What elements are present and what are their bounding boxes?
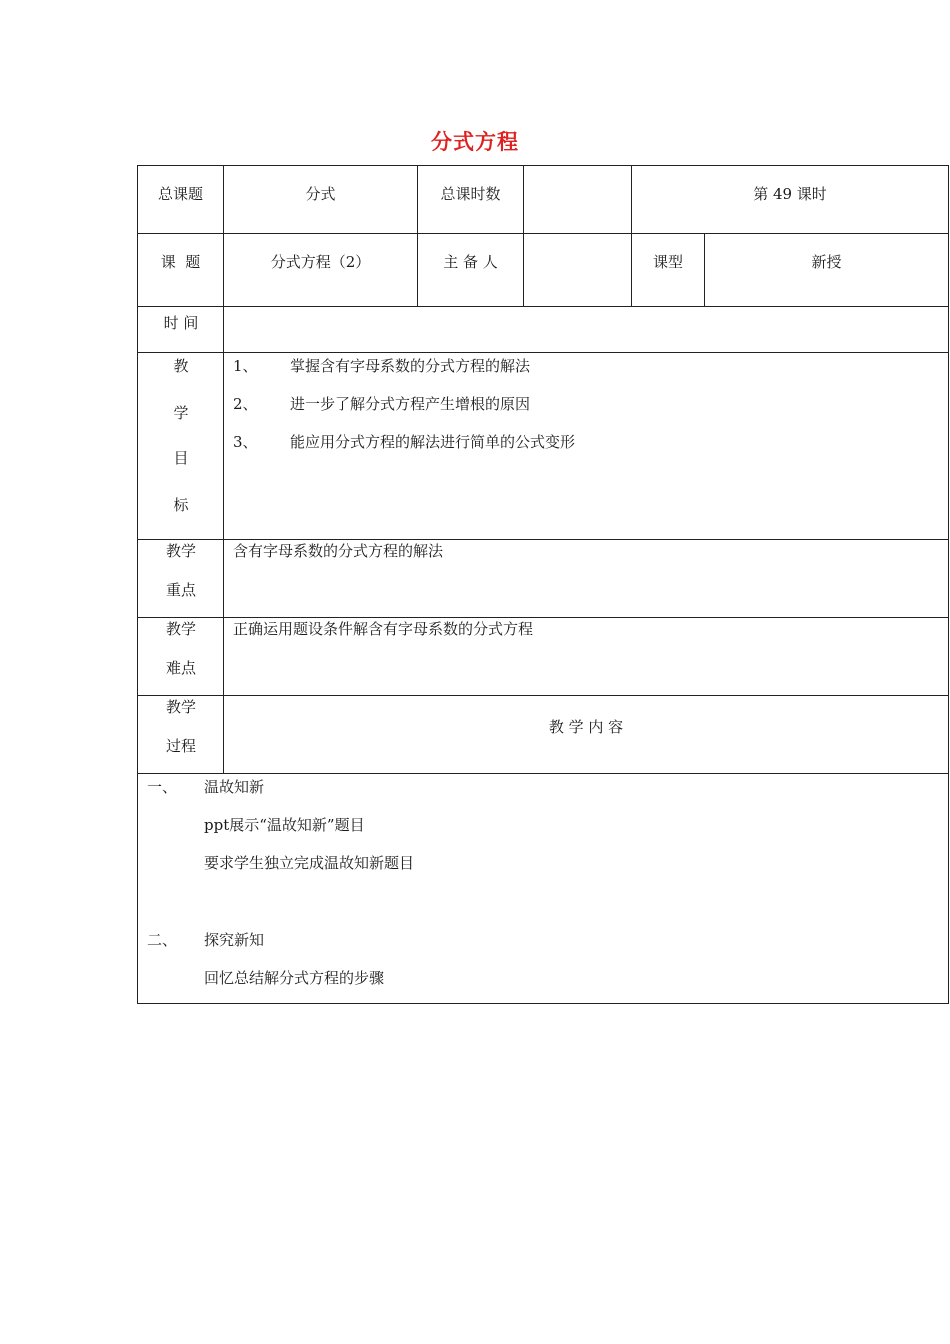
difficulties-content-cell bbox=[223, 617, 949, 696]
key-points-content-cell bbox=[223, 539, 949, 618]
difficulties-label-cell bbox=[137, 617, 224, 696]
preparer-label: 主 备 人 bbox=[443, 253, 498, 271]
process-header-cell bbox=[223, 695, 949, 774]
difficulties-text: 正确运用题设条件解含有字母系数的分式方程 bbox=[233, 620, 534, 638]
objectives-label-char-3: 目 bbox=[173, 449, 189, 467]
section-number: 一、 bbox=[147, 778, 178, 796]
objectives-content-cell bbox=[223, 352, 949, 540]
lesson-type-value: 新授 bbox=[811, 253, 842, 271]
time-value-cell bbox=[223, 306, 949, 353]
total-hours-label: 总课时数 bbox=[440, 185, 501, 203]
objective-text: 掌握含有字母系数的分式方程的解法 bbox=[290, 357, 531, 375]
content-line: 回忆总结解分式方程的步骤 bbox=[204, 969, 385, 987]
preparer-value-cell bbox=[523, 233, 632, 307]
content-body-cell bbox=[137, 773, 949, 1004]
process-label-line1: 教学 bbox=[165, 698, 196, 716]
total-topic-label-cell bbox=[137, 165, 224, 234]
objectives-label-char-2: 学 bbox=[173, 404, 189, 422]
content-line: ppt展示“温故知新”题目 bbox=[204, 816, 365, 834]
objective-text: 进一步了解分式方程产生增根的原因 bbox=[290, 395, 531, 413]
topic-value-cell bbox=[223, 233, 418, 307]
content-header: 教 学 内 容 bbox=[548, 718, 624, 736]
preparer-label-cell bbox=[417, 233, 524, 307]
key-points-text: 含有字母系数的分式方程的解法 bbox=[233, 542, 444, 560]
section-title: 探究新知 bbox=[204, 931, 265, 949]
difficulties-label-line1: 教学 bbox=[165, 620, 196, 638]
difficulties-label-line2: 难点 bbox=[165, 659, 196, 677]
lesson-type-value-cell bbox=[704, 233, 949, 307]
key-points-label-line2: 重点 bbox=[165, 581, 196, 599]
section-number: 二、 bbox=[147, 931, 178, 949]
lesson-type-label: 课型 bbox=[652, 253, 683, 271]
total-hours-value-cell bbox=[523, 165, 632, 234]
total-topic-label: 总课题 bbox=[157, 185, 203, 203]
total-topic-value: 分式 bbox=[305, 185, 336, 203]
content-line: 要求学生独立完成温故知新题目 bbox=[204, 854, 415, 872]
key-points-label-line1: 教学 bbox=[165, 542, 196, 560]
objective-number: 1、 bbox=[233, 357, 258, 375]
total-hours-label-cell bbox=[417, 165, 524, 234]
total-topic-value-cell bbox=[223, 165, 418, 234]
lesson-number: 第 49 课时 bbox=[753, 185, 827, 203]
section-title: 温故知新 bbox=[204, 778, 265, 796]
objectives-label-cell bbox=[137, 352, 224, 540]
objective-text: 能应用分式方程的解法进行简单的公式变形 bbox=[290, 433, 576, 451]
objectives-label-char-1: 教 bbox=[173, 357, 189, 375]
lesson-type-label-cell bbox=[631, 233, 705, 307]
process-label-cell bbox=[137, 695, 224, 774]
lesson-number-cell bbox=[631, 165, 949, 234]
topic-value: 分式方程（2） bbox=[270, 253, 371, 271]
process-label-line2: 过程 bbox=[165, 737, 196, 755]
objective-number: 3、 bbox=[233, 433, 258, 451]
objective-number: 2、 bbox=[233, 395, 258, 413]
topic-label-cell bbox=[137, 233, 224, 307]
time-label: 时 间 bbox=[163, 314, 199, 332]
time-label-cell bbox=[137, 306, 224, 353]
key-points-label-cell bbox=[137, 539, 224, 618]
topic-label: 课 题 bbox=[160, 253, 201, 271]
objectives-label-char-4: 标 bbox=[173, 496, 189, 514]
page-title: 分式方程 bbox=[431, 130, 519, 154]
